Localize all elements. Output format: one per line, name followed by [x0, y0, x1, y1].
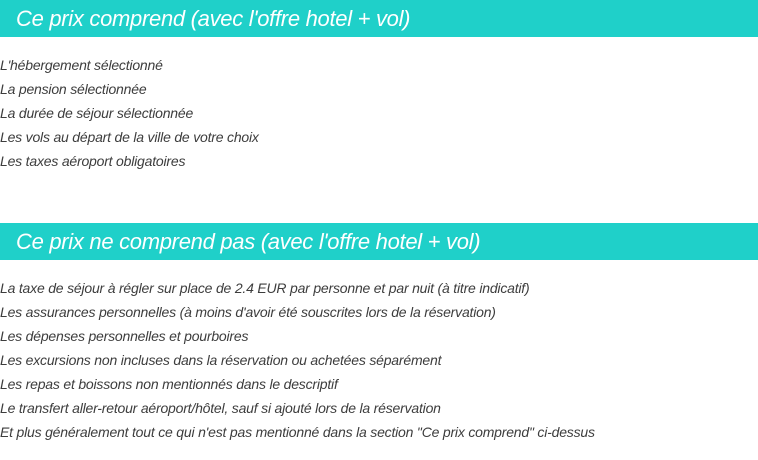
excluded-section-header — [0, 223, 758, 260]
excluded-item: Les dépenses personnelles et pourboires — [0, 328, 249, 344]
included-section-title: Ce prix comprend (avec l'offre hotel + vol) — [16, 5, 411, 31]
included-item: L'hébergement sélectionné — [0, 57, 163, 73]
included-section-header — [0, 0, 758, 37]
excluded-item: Les assurances personnelles (à moins d'avoir été souscrites lors de la réservation) — [0, 304, 496, 320]
excluded-item: Et plus généralement tout ce qui n'est pas mentionné dans la section "Ce prix comprend" ci-dessus — [0, 424, 595, 440]
included-items-list — [0, 53, 259, 173]
included-item: Les vols au départ de la ville de votre choix — [0, 129, 259, 145]
excluded-item: Les repas et boissons non mentionnés dans le descriptif — [0, 376, 338, 392]
included-item: La pension sélectionnée — [0, 81, 147, 97]
excluded-item: Le transfert aller-retour aéroport/hôtel, sauf si ajouté lors de la réservation — [0, 400, 441, 416]
included-item: Les taxes aéroport obligatoires — [0, 153, 186, 169]
excluded-item: La taxe de séjour à régler sur place de 2.4 EUR par personne et par nuit (à titre indicatif) — [0, 280, 530, 296]
excluded-section-title: Ce prix ne comprend pas (avec l'offre hotel + vol) — [16, 228, 481, 254]
included-item: La durée de séjour sélectionnée — [0, 105, 194, 121]
excluded-items-list — [0, 276, 595, 444]
excluded-item: Les excursions non incluses dans la réservation ou achetées séparément — [0, 352, 442, 368]
